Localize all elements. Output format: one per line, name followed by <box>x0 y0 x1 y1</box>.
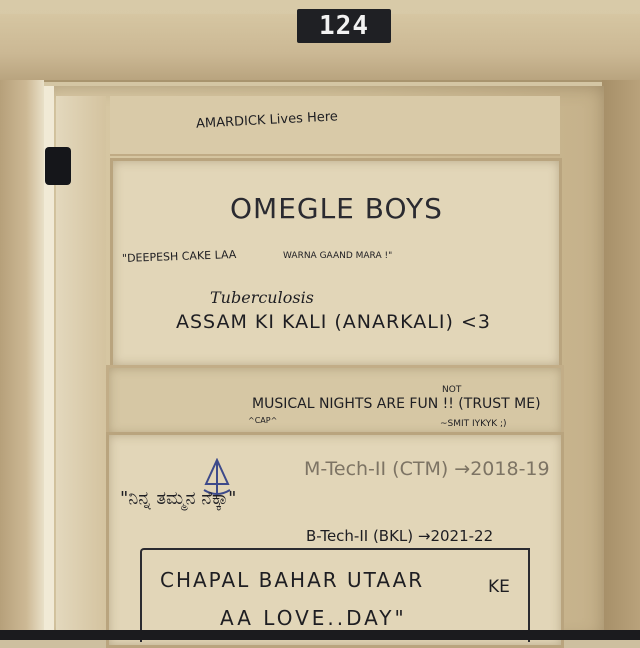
graffiti-smit: ~SMIT IYKYK ;) <box>440 419 507 429</box>
graffiti-chapal: CHAPAL BAHAR UTAAR <box>160 568 425 592</box>
graffiti-deepesh-line1: "DEEPESH CAKE LAA <box>121 248 237 265</box>
graffiti-not: NOT <box>442 385 462 395</box>
graffiti-omegle-boys: OMEGLE BOYS <box>230 192 443 225</box>
graffiti-mtech: M-Tech-II (CTM) →2018-19 <box>304 458 550 480</box>
floor-shadow <box>0 630 640 640</box>
room-number-plate: 124 <box>297 9 391 43</box>
door-frame-left <box>0 80 44 640</box>
graffiti-kannada: "ನಿನ್ನ ತಮ್ಮನ ನೆಕ್ಕಾ" <box>120 488 237 509</box>
graffiti-tuberculosis: Tuberculosis <box>210 288 314 307</box>
graffiti-ke: KE <box>488 577 510 597</box>
graffiti-btech: B-Tech-II (BKL) →2021-22 <box>306 527 494 545</box>
door-top-rail <box>110 96 560 156</box>
door-frame-right <box>602 80 640 640</box>
graffiti-amardick: AMARDICK Lives Here <box>195 109 339 132</box>
graffiti-cap: ^CAP^ <box>248 416 278 425</box>
graffiti-deepesh-line2: WARNA GAAND MARA !" <box>283 251 393 261</box>
door-latch-icon[interactable] <box>45 147 71 185</box>
graffiti-musical-nights: MUSICAL NIGHTS ARE FUN !! (TRUST ME) <box>252 396 541 412</box>
graffiti-assam: ASSAM KI KALI (ANARKALI) <3 <box>176 311 491 333</box>
graffiti-love-day: AA LOVE..DAY" <box>220 606 407 630</box>
